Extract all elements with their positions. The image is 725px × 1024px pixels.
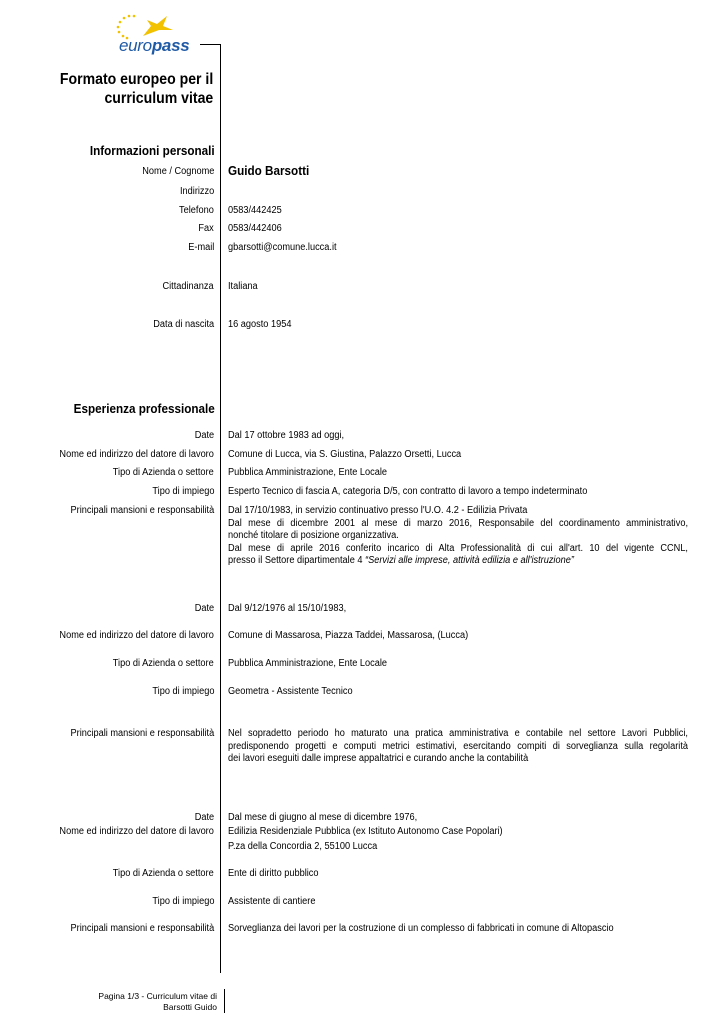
job1-employer: Comune di Lucca, via S. Giustina, Palazzo Orsetti, Lucca [228, 449, 462, 460]
job1-duties-line-2: Dal mese di dicembre 2001 al mese di marzo 2016, Responsabile del coordinamento amministrativo, [228, 517, 688, 529]
job2-label-job-type: Tipo di impiego [151, 686, 214, 697]
job2-duties [228, 728, 688, 766]
value-phone: 0583/442425 [228, 205, 282, 216]
job2-duties-line-2: predisponendo progetti e computi metrici estimativi, esercitando compiti di sorveglianza sulla regolarità [228, 740, 688, 752]
job2-sector: Pubblica Amministrazione, Ente Locale [228, 658, 388, 669]
job1-date: Dal 17 ottobre 1983 ad oggi, [228, 430, 345, 441]
label-citizenship: Cittadinanza [162, 281, 214, 292]
job1-label-job-type: Tipo di impiego [151, 486, 214, 497]
job1-label-duties: Principali mansioni e responsabilità [70, 505, 214, 516]
job3-label-sector: Tipo di Azienda o settore [113, 868, 214, 879]
job3-duties: Sorveglianza dei lavori per la costruzione di un complesso di fabbricati in comune di Altopascio [228, 923, 614, 934]
job1-job-type: Esperto Tecnico di fascia A, categoria D/5, con contratto di lavoro a tempo indeterminato [228, 486, 588, 497]
job1-label-employer: Nome ed indirizzo del datore di lavoro [59, 449, 214, 460]
job3-job-type: Assistente di cantiere [228, 896, 316, 907]
value-fax: 0583/442406 [228, 223, 282, 234]
job3-employer-line-2: P.za della Concordia 2, 55100 Lucca [228, 840, 378, 852]
page-footer [98, 991, 217, 1013]
europass-wordmark [119, 36, 189, 56]
job2-duties-line-1: Nel sopradetto periodo ho maturato una pratica amministrativa e contabile nel settore Lavori Pubblici, [228, 728, 688, 739]
job3-employer [228, 826, 688, 853]
job3-label-job-type: Tipo di impiego [151, 896, 214, 907]
job3-label-employer: Nome ed indirizzo del datore di lavoro [59, 826, 214, 837]
europass-logo [113, 14, 205, 60]
header-rule [200, 44, 221, 45]
job2-label-duties: Principali mansioni e responsabilità [70, 728, 214, 739]
job1-duties-line-1: Dal 17/10/1983, in servizio continuativo presso l'U.O. 4.2 - Edilizia Privata [228, 505, 528, 516]
job3-employer-line-1: Edilizia Residenziale Pubblica (ex Istituto Autonomo Case Popolari) [228, 826, 503, 837]
logo-euro: euro [119, 36, 152, 55]
job3-sector: Ente di diritto pubblico [228, 868, 319, 879]
title-line-2: curriculum vitae [104, 90, 213, 107]
job3-label-date: Date [194, 812, 214, 823]
label-email: E-mail [187, 242, 214, 253]
page-title [60, 70, 213, 108]
label-phone: Telefono [179, 205, 214, 216]
job1-duties-line-5-italic: “Servizi alle imprese, attività edilizia e all'istruzione” [365, 555, 574, 566]
job1-sector: Pubblica Amministrazione, Ente Locale [228, 467, 388, 478]
job3-label-duties: Principali mansioni e responsabilità [70, 923, 214, 934]
job2-employer: Comune di Massarosa, Piazza Taddei, Massarosa, (Lucca) [228, 630, 469, 641]
job1-duties-line-5-text: presso il Settore dipartimentale 4 [228, 555, 366, 566]
label-fax: Fax [198, 223, 214, 234]
job2-label-sector: Tipo di Azienda o settore [113, 658, 214, 669]
footer-divider [224, 989, 225, 1013]
job1-duties-line-3: nonché titolare di posizione organizzativa. [228, 530, 399, 541]
value-name: Guido Barsotti [228, 163, 310, 178]
job1-duties [228, 505, 688, 568]
job2-label-employer: Nome ed indirizzo del datore di lavoro [59, 630, 214, 641]
logo-pass: pass [151, 36, 190, 55]
label-address: Indirizzo [179, 186, 214, 197]
label-birth-date: Data di nascita [153, 319, 214, 330]
job1-label-date: Date [194, 430, 214, 441]
job2-date: Dal 9/12/1976 al 15/10/1983, [228, 603, 347, 614]
footer-line-1: Pagina 1/3 - Curriculum vitae di [98, 991, 217, 1001]
section-personal-info: Informazioni personali [90, 143, 215, 158]
footer-line-2: Barsotti Guido [163, 1002, 217, 1012]
job2-job-type: Geometra - Assistente Tecnico [228, 686, 353, 697]
job1-duties-line-5 [228, 555, 688, 568]
job3-date: Dal mese di giugno al mese di dicembre 1976, [228, 812, 418, 823]
section-experience: Esperienza professionale [73, 401, 215, 416]
value-birth-date: 16 agosto 1954 [228, 319, 292, 330]
job1-duties-line-4: Dal mese di aprile 2016 conferito incarico di Alta Professionalità di cui all'art. 10 del vigente CCNL, [228, 542, 688, 554]
label-name: Nome / Cognome [141, 166, 214, 177]
value-citizenship: Italiana [228, 281, 258, 292]
column-divider [220, 44, 221, 973]
job1-label-sector: Tipo di Azienda o settore [113, 467, 214, 478]
title-line-1: Formato europeo per il [59, 71, 213, 88]
job2-duties-line-3: dei lavori eseguiti dalle imprese appaltatrici e curando anche la contabilità [228, 753, 529, 764]
value-email[interactable]: gbarsotti@comune.lucca.it [228, 242, 337, 253]
job2-label-date: Date [194, 603, 214, 614]
